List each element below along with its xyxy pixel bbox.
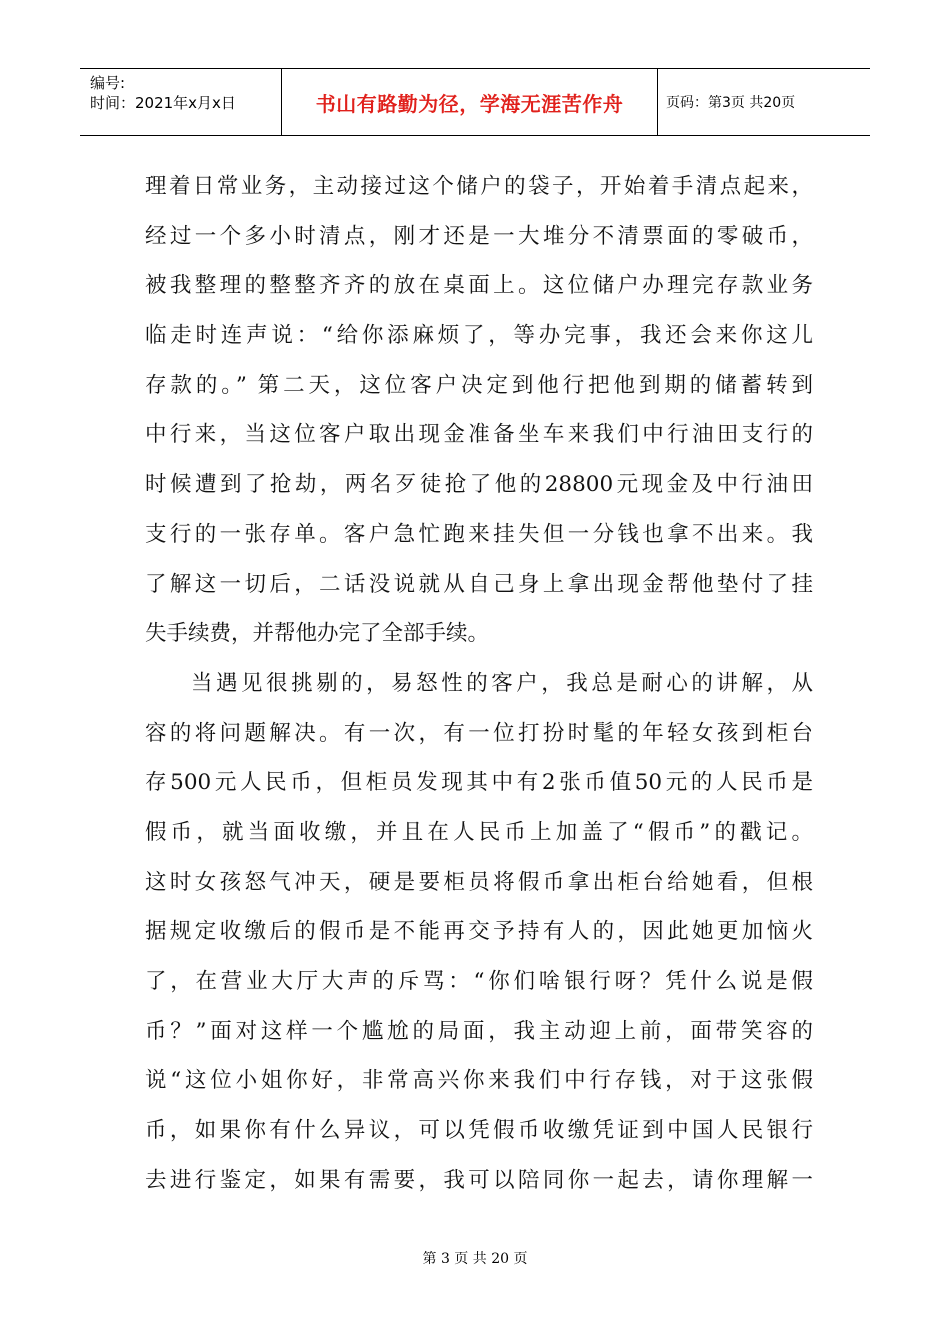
page-header <box>80 68 870 136</box>
body-line: 假币，就当面收缴，并且在人民币上加盖了“假币”的戳记。 <box>145 819 813 845</box>
body-line: 当遇见很挑剔的，易怒性的客户，我总是耐心的讲解，从 <box>191 670 813 696</box>
body-line: 说“这位小姐你好，非常高兴你来我们中行存钱，对于这张假 <box>145 1068 813 1094</box>
body-line: 了，在营业大厅大声的斥骂：“你们啥银行呀？凭什么说是假 <box>145 969 813 994</box>
time-label: 时间：2021年x月x日 <box>90 94 236 112</box>
body-line: 被我整理的整整齐齐的放在桌面上。这位储户办理完存款业务 <box>145 273 813 299</box>
body-line: 存500元人民币，但柜员发现其中有2张币值50元的人民币是 <box>145 770 813 796</box>
body-line: 临走时连声说：“给你添麻烦了，等办完事，我还会来你这儿 <box>145 323 813 349</box>
body-line: 存款的。” 第二天，这位客户决定到他行把他到期的储蓄转到 <box>145 372 813 398</box>
body-line: 容的将问题解决。有一次，有一位打扮时髦的年轻女孩到柜台 <box>145 720 813 746</box>
body-line: 去进行鉴定，如果有需要，我可以陪同你一起去，请你理解一 <box>145 1167 813 1193</box>
body-line: 币，如果你有什么异议，可以凭假币收缴凭证到中国人民银行 <box>145 1118 813 1144</box>
header-meta-cell <box>80 69 282 135</box>
body-line: 币？”面对这样一个尴尬的局面，我主动迎上前，面带笑容的 <box>145 1018 813 1044</box>
document-body <box>145 162 813 1205</box>
body-line: 据规定收缴后的假币是不能再交予持有人的，因此她更加恼火 <box>145 919 813 945</box>
body-line: 失手续费，并帮他办完了全部手续。 <box>145 621 490 647</box>
body-line: 了解这一切后，二话没说就从自己身上拿出现金帮他垫付了挂 <box>145 571 813 597</box>
body-line: 理着日常业务，主动接过这个储户的袋子，开始着手清点起来， <box>145 174 813 199</box>
body-line: 这时女孩怒气冲天，硬是要柜员将假币拿出柜台给她看，但根 <box>145 869 813 895</box>
body-line: 中行来，当这位客户取出现金准备坐车来我们中行油田支行的 <box>145 422 813 448</box>
page-footer: 第 3 页 共 20 页 <box>422 1251 528 1267</box>
body-line: 经过一个多小时清点，刚才还是一大堆分不清票面的零破币， <box>145 223 813 249</box>
number-label: 编号: <box>90 74 126 92</box>
header-page-info: 页码：第3页 共20页 <box>666 95 796 111</box>
body-line: 时候遭到了抢劫，两名歹徒抢了他的28800元现金及中行油田 <box>145 472 813 498</box>
body-line: 支行的一张存单。客户急忙跑来挂失但一分钱也拿不出来。我 <box>145 521 813 547</box>
header-motto: 书山有路勤为径，学海无涯苦作舟 <box>282 69 658 135</box>
